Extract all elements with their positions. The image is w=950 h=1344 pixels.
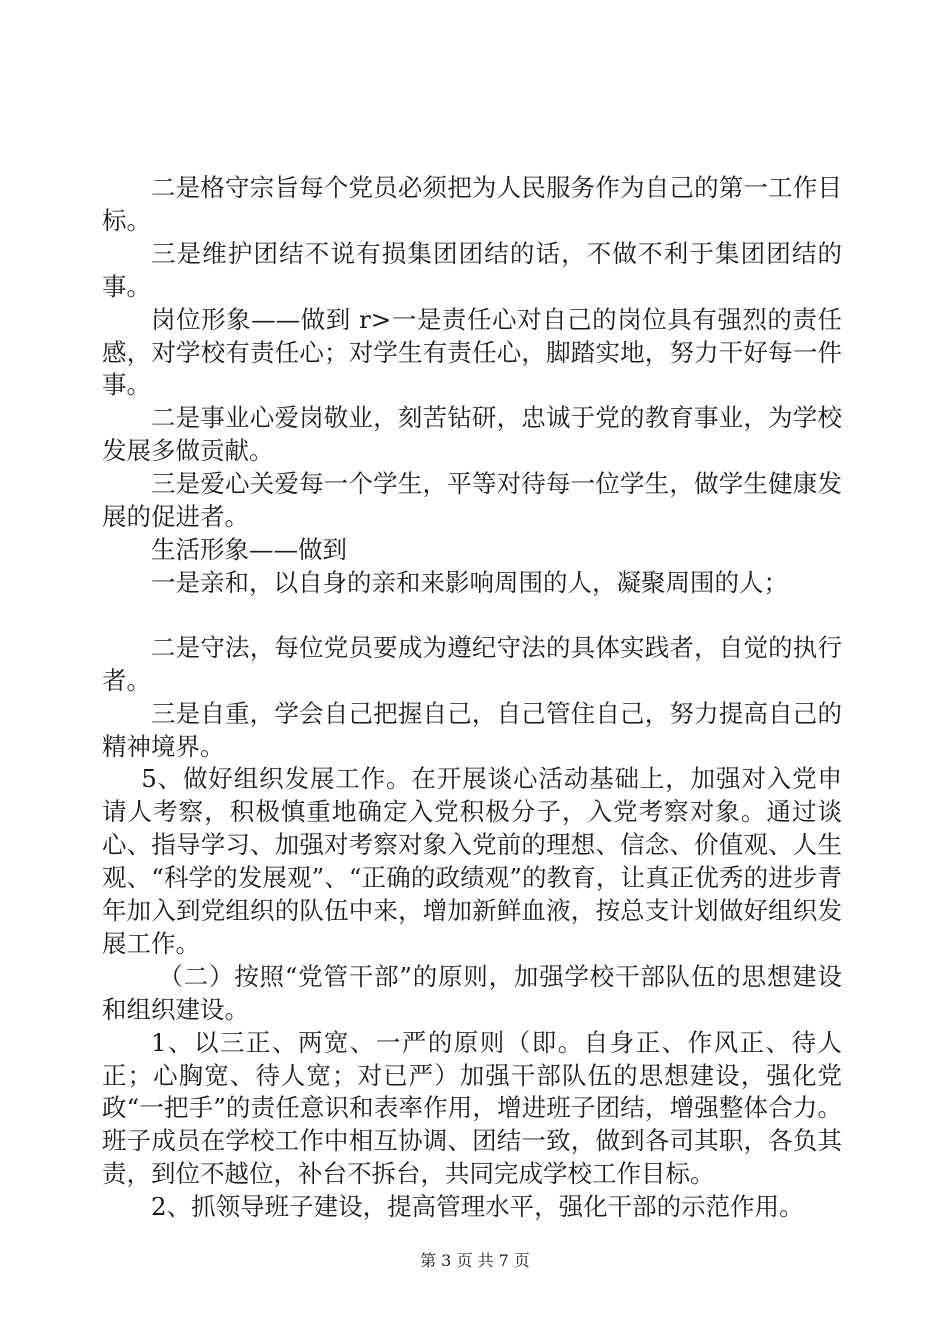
paragraph-13: 2、抓领导班子建设，提高管理水平，强化干部的示范作用。 bbox=[151, 1192, 804, 1222]
paragraph-7: 一是亲和，以自身的亲和来影响周围的人，凝聚周围的人； bbox=[151, 567, 788, 597]
paragraph-11: （二）按照“党管干部”的原则，加强学校干部队伍的思想建设和组织建设。 bbox=[102, 961, 842, 1024]
paragraph-12: 1、以三正、两宽、一严的原则（即。自身正、作风正、待人正；心胸宽、待人宽；对已严）加强干部队伍的思想建设，强化党政“一把手”的责任意识和表率作用，增进班子团结，增强整体合力。班子成员在学校工作中相互协调、团结一致，做到各司其职，各负其责，到位不越位，补台不拆台，共同完成学校工作目标。 bbox=[102, 1027, 842, 1189]
paragraph-3: 岗位形象——做到 r>一是责任心对自己的岗位具有强烈的责任感，对学校有责任心；对学生有责任心，脚踏实地，努力干好每一件事。 bbox=[102, 304, 842, 400]
paragraph-2: 三是维护团结不说有损集团团结的话，不做不利于集团团结的事。 bbox=[102, 238, 842, 301]
paragraph-6: 生活形象——做到 bbox=[151, 534, 347, 564]
paragraph-4: 二是事业心爱岗敬业，刻苦钻研，忠诚于党的教育事业，为学校发展多做贡献。 bbox=[102, 403, 842, 466]
paragraph-10: 5、做好组织发展工作。在开展谈心活动基础上，加强对入党申请人考察，积极慎重地确定入党积极分子，入党考察对象。通过谈心、指导学习、加强对考察对象入党前的理想、信念、价值观、人生观、“科学的发展观”、“正确的政绩观”的教育，让真正优秀的进步青年加入到党组织的队伍中来，增加新鲜血液，按总支计划做好组织发展工作。 bbox=[102, 764, 842, 958]
paragraph-8: 二是守法，每位党员要成为遵纪守法的具体实践者，自觉的执行者。 bbox=[102, 632, 842, 695]
paragraph-5: 三是爱心关爱每一个学生，平等对待每一位学生，做学生健康发展的促进者。 bbox=[102, 469, 842, 532]
paragraph-9: 三是自重，学会自己把握自己，自己管住自己，努力提高自己的精神境界。 bbox=[102, 698, 842, 761]
document-body bbox=[102, 172, 842, 1224]
paragraph-1: 二是格守宗旨每个党员必须把为人民服务作为自己的第一工作目标。 bbox=[102, 173, 842, 235]
page-number-footer: 第 3 页 共 7 页 bbox=[420, 1251, 530, 1270]
